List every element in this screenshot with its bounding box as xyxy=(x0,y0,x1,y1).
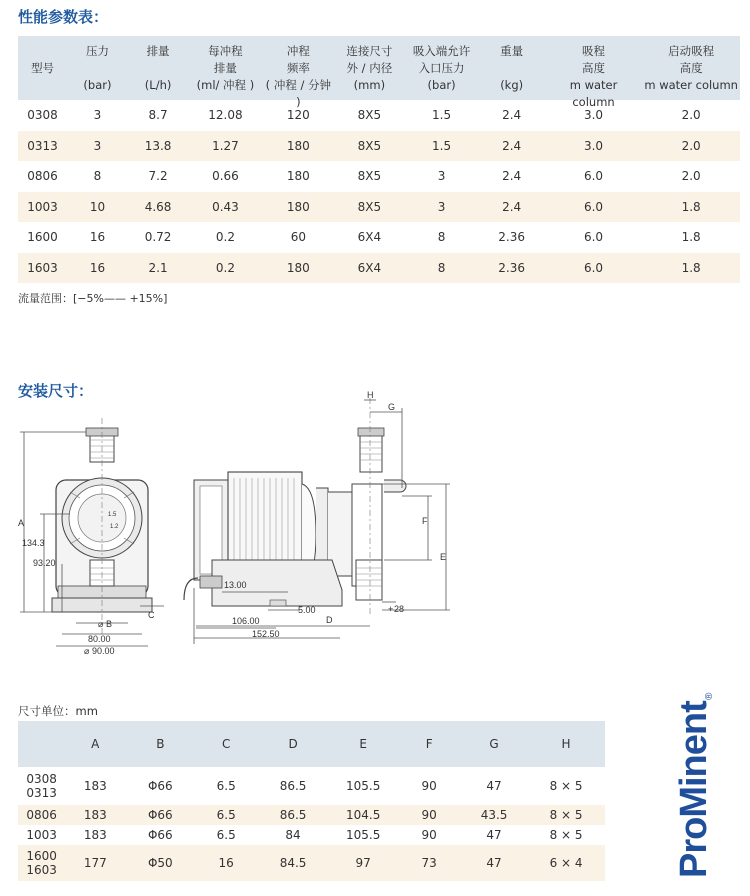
dims-cell: 6 × 4 xyxy=(527,845,605,881)
dims-cell: 47 xyxy=(461,845,527,881)
spec-cell: 2.0 xyxy=(681,108,701,123)
install-section-title: 安装尺寸： xyxy=(18,382,94,400)
dim-13: 13.00 xyxy=(224,580,247,590)
spec-cell: 7.2 xyxy=(148,169,168,184)
spec-cell: 3 xyxy=(67,131,128,162)
svg-text:1.5: 1.5 xyxy=(108,512,117,518)
dim-134: 134.3 xyxy=(22,538,45,548)
dims-header-cell: B xyxy=(125,721,195,767)
spec-cell: 8 xyxy=(437,230,446,245)
dim-5: 5.00 xyxy=(298,605,316,615)
spec-cell: 6X4 xyxy=(334,253,404,284)
prominent-logo xyxy=(660,690,720,880)
dim-label-b: B xyxy=(106,619,113,629)
spec-header-line: (mm) xyxy=(353,77,386,92)
dim-phi-90: ⌀ xyxy=(84,646,90,656)
spec-header-line: 入口压力 xyxy=(418,60,465,75)
spec-cell: 8.7 xyxy=(148,108,168,123)
spec-header-cell xyxy=(334,36,404,100)
dims-header-cell: E xyxy=(329,721,397,767)
spec-header-line: (bar) xyxy=(83,77,112,92)
spec-cell: 60 xyxy=(290,230,306,245)
spec-cell: 6.0 xyxy=(545,192,643,223)
spec-header-cell xyxy=(405,36,479,100)
dims-cell: 86.5 xyxy=(257,805,329,825)
spec-cell: 8X5 xyxy=(334,131,404,162)
dims-cell: 1003 xyxy=(26,828,57,842)
spec-header-line: ( 冲程 / 分钟 ) xyxy=(265,77,331,109)
spec-cell: 6.0 xyxy=(583,169,604,184)
dims-header-cell: C xyxy=(195,721,257,767)
spec-header-cell xyxy=(18,36,67,100)
dims-cell: 0308 0313 xyxy=(26,772,57,800)
dims-row xyxy=(18,767,605,805)
spec-header-line xyxy=(69,60,126,77)
dims-cell: Φ66 xyxy=(147,828,173,842)
brand-name: ProMinent xyxy=(673,701,715,878)
spec-header-cell xyxy=(128,36,189,100)
dims-header-cell: D xyxy=(257,721,329,767)
performance-table xyxy=(18,36,740,283)
dims-cell: Φ66 xyxy=(147,779,173,793)
dims-header-cell: F xyxy=(397,721,461,767)
spec-cell: 1.5 xyxy=(432,108,452,123)
dim-93: 93.20 xyxy=(33,558,56,568)
dim-80: 80.00 xyxy=(88,634,111,644)
spec-cell: 2.4 xyxy=(502,108,522,123)
dims-cell: 105.5 xyxy=(345,828,381,842)
installation-drawing xyxy=(0,388,750,688)
spec-cell: 2.4 xyxy=(479,192,545,223)
spec-cell: 0313 xyxy=(18,131,67,162)
dims-row xyxy=(18,805,605,825)
dims-cell: 84 xyxy=(285,828,301,842)
spec-cell: 6X4 xyxy=(357,230,382,245)
spec-cell: 1.5 xyxy=(405,131,479,162)
dim-106: 106.00 xyxy=(232,616,260,626)
dim-label-h: H xyxy=(367,390,374,400)
dims-header-cell xyxy=(18,721,65,767)
dim-label-f: F xyxy=(422,516,428,526)
dims-cell: 47 xyxy=(486,828,502,842)
spec-cell: 120 xyxy=(286,108,310,123)
spec-cell: 2.0 xyxy=(642,131,740,162)
spec-cell: 1.8 xyxy=(642,253,740,284)
dims-cell: 104.5 xyxy=(329,805,397,825)
spec-cell: 16 xyxy=(89,230,106,245)
dims-header-cell: A xyxy=(65,721,125,767)
dims-cell: 90 xyxy=(421,779,437,793)
spec-header-cell xyxy=(479,36,545,100)
spec-cell: 1603 xyxy=(18,253,67,284)
dimensions-table xyxy=(18,721,605,881)
dims-cell: 8 × 5 xyxy=(549,779,583,793)
dims-cell: 6.5 xyxy=(216,828,236,842)
dims-cell: Φ50 xyxy=(125,845,195,881)
spec-cell: 16 xyxy=(67,253,128,284)
spec-header-line: (kg) xyxy=(500,77,524,92)
spec-header-cell xyxy=(545,36,643,109)
spec-cell: 180 xyxy=(262,253,334,284)
dim-label-e: E xyxy=(440,552,447,562)
spec-cell: 0.2 xyxy=(215,230,235,245)
spec-cell: 0806 xyxy=(27,169,58,184)
dims-cell: 90 xyxy=(397,805,461,825)
spec-header-line: m water column xyxy=(569,77,618,109)
unit-label: 尺寸单位：mm xyxy=(18,704,98,718)
spec-header-line: 每冲程 xyxy=(208,43,243,58)
spec-row xyxy=(18,253,740,284)
spec-cell: 3 xyxy=(93,108,102,123)
dims-cell: 6.5 xyxy=(195,805,257,825)
spec-header-line: (bar) xyxy=(427,77,456,92)
spec-cell: 1.8 xyxy=(681,230,701,245)
dims-cell: 1600 1603 xyxy=(18,845,65,881)
spec-cell: 0.43 xyxy=(188,192,262,223)
spec-cell: 6.0 xyxy=(583,230,604,245)
spec-cell: 8X5 xyxy=(334,192,404,223)
spec-header-cell xyxy=(67,36,128,100)
spec-section-title: 性能参数表： xyxy=(18,8,109,26)
dims-cell: 86.5 xyxy=(279,779,307,793)
spec-header-cell xyxy=(642,36,740,100)
spec-header-line: 外 / 内径 xyxy=(346,60,393,75)
dims-cell: 73 xyxy=(397,845,461,881)
spec-cell: 1.27 xyxy=(188,131,262,162)
spec-cell: 13.8 xyxy=(128,131,189,162)
spec-header-line: 冲程 xyxy=(286,43,310,58)
spec-header-line: 排量 xyxy=(146,43,170,58)
spec-cell: 10 xyxy=(67,192,128,223)
flow-range-note: 流量范围：[−5%—— +15%] xyxy=(18,292,168,305)
spec-cell: 0308 xyxy=(27,108,58,123)
spec-row xyxy=(18,100,740,131)
spec-cell: 3.0 xyxy=(583,108,604,123)
spec-cell: 2.0 xyxy=(681,169,701,184)
dims-cell: 90 xyxy=(421,828,437,842)
dims-header-cell: H xyxy=(527,721,605,767)
dims-cell: 105.5 xyxy=(345,779,381,793)
spec-cell: 0.72 xyxy=(144,230,172,245)
spec-cell: 180 xyxy=(286,169,310,184)
spec-cell: 8 xyxy=(93,169,102,184)
dims-cell: 183 xyxy=(83,828,107,842)
dims-cell: 97 xyxy=(329,845,397,881)
spec-row xyxy=(18,222,740,253)
dims-cell: 43.5 xyxy=(461,805,527,825)
spec-cell: 2.1 xyxy=(128,253,189,284)
dim-label-d: D xyxy=(326,615,333,625)
spec-header-line: m water column xyxy=(644,77,738,92)
spec-header-line: 频率 xyxy=(286,60,310,75)
dims-cell: 183 xyxy=(65,805,125,825)
spec-header-line xyxy=(130,60,187,77)
spec-cell: 8X5 xyxy=(357,169,382,184)
dims-cell: 183 xyxy=(83,779,107,793)
spec-header-line: 启动吸程 xyxy=(668,43,715,58)
spec-cell: 0.2 xyxy=(188,253,262,284)
spec-cell: 2.36 xyxy=(479,253,545,284)
spec-row xyxy=(18,161,740,192)
dim-label-c: C xyxy=(148,610,155,620)
spec-cell: 2.4 xyxy=(479,131,545,162)
spec-row xyxy=(18,131,740,162)
dim-label-g: G xyxy=(388,402,396,412)
spec-header-line: (L/h) xyxy=(144,77,172,92)
dim-plus: + xyxy=(388,604,394,614)
spec-cell: 4.68 xyxy=(128,192,189,223)
svg-text:1.2: 1.2 xyxy=(110,524,119,530)
dims-cell: 6.5 xyxy=(216,779,236,793)
spec-cell: 6.0 xyxy=(545,253,643,284)
side-view xyxy=(184,390,450,644)
spec-header-line: 排量 xyxy=(213,60,237,75)
spec-header-line: 高度 xyxy=(582,60,606,75)
dims-cell: 47 xyxy=(486,779,502,793)
dim-90: 90.00 xyxy=(92,646,115,656)
dims-row xyxy=(18,845,605,881)
spec-header-line: 连接尺寸 xyxy=(346,43,393,58)
dims-cell: 8 × 5 xyxy=(549,828,583,842)
spec-cell: 8 xyxy=(405,253,479,284)
spec-header-line: 吸程 xyxy=(582,43,606,58)
spec-row xyxy=(18,192,740,223)
dims-cell: 16 xyxy=(195,845,257,881)
spec-header-line: 吸入端允许 xyxy=(412,43,471,58)
dim-label-a: A xyxy=(18,518,25,528)
dim-152: 152.50 xyxy=(252,629,280,639)
dims-row xyxy=(18,825,605,845)
spec-cell: 180 xyxy=(262,192,334,223)
dims-cell: Φ66 xyxy=(125,805,195,825)
spec-header-line: (ml/ 冲程 ) xyxy=(196,77,255,92)
dim-28: 28 xyxy=(394,604,405,614)
spec-cell: 0.66 xyxy=(212,169,239,184)
dims-cell: 177 xyxy=(65,845,125,881)
dims-cell: 8 × 5 xyxy=(527,805,605,825)
spec-cell: 2.4 xyxy=(502,169,522,184)
spec-cell: 8X5 xyxy=(357,108,382,123)
brand-registered: ® xyxy=(704,692,715,700)
spec-cell: 3 xyxy=(437,169,446,184)
spec-header-cell xyxy=(262,36,334,109)
spec-header-line: 压力 xyxy=(85,43,109,58)
spec-header-line: 高度 xyxy=(679,60,703,75)
spec-cell: 1.8 xyxy=(642,192,740,223)
front-view xyxy=(18,418,164,656)
spec-cell: 3 xyxy=(405,192,479,223)
spec-header-line: 重量 xyxy=(500,43,524,58)
spec-header-line xyxy=(481,60,543,77)
spec-header-cell xyxy=(188,36,262,100)
dims-header-cell: G xyxy=(461,721,527,767)
spec-cell: 1600 xyxy=(27,230,58,245)
spec-cell: 1003 xyxy=(18,192,67,223)
spec-cell: 2.36 xyxy=(498,230,526,245)
spec-cell: 12.08 xyxy=(208,108,243,123)
spec-header-line: 型号 xyxy=(31,60,55,75)
spec-cell: 180 xyxy=(262,131,334,162)
spec-cell: 3.0 xyxy=(545,131,643,162)
dims-cell: 0806 xyxy=(18,805,65,825)
dims-cell: 84.5 xyxy=(257,845,329,881)
dim-phi-b: ⌀ xyxy=(98,619,104,629)
